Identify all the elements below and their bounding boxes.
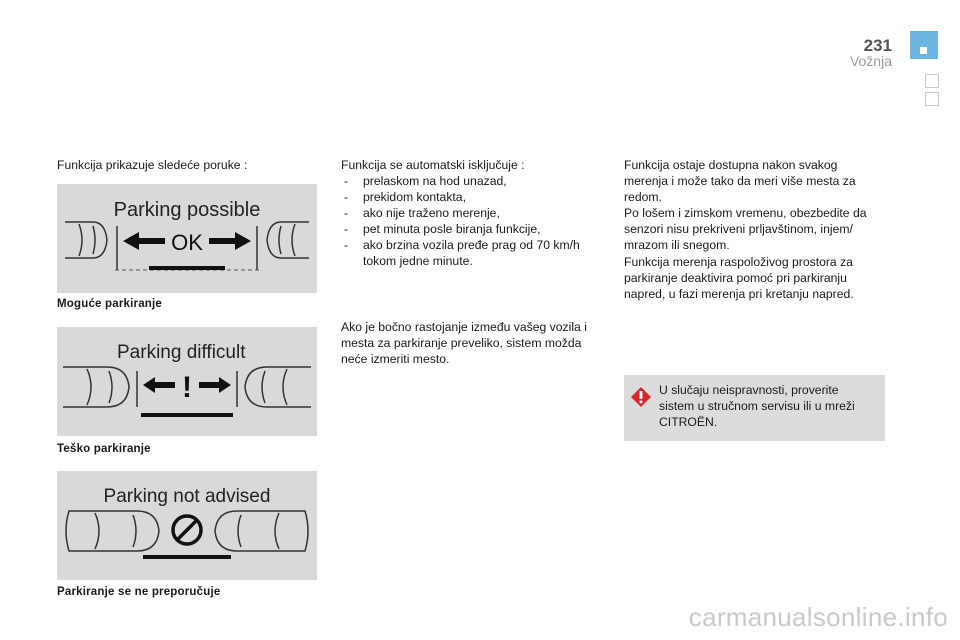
arrow-left-icon [123,232,165,250]
caption-parking-possible: Moguće parkiranje [57,298,163,310]
text-line: parkiranje deaktivira pomoć pri parkiranju [624,270,847,285]
arrow-right-icon [199,377,231,393]
car-left-icon [63,367,129,407]
col2-paragraph: Ako je bočno rastojanje između vašeg vozila i mesta za parkiranje preveliko, sistem možda neće izmeriti mesto. [341,320,587,367]
warning-icon [630,386,652,413]
deactivation-list [341,173,601,270]
car-right-icon [215,511,308,551]
display-center: OK [171,230,203,255]
text-line: napred, u fazi merenja pri kretanju napred. [624,286,854,301]
list-item: - pet minuta posle biranja funkcije, [341,221,601,237]
warning-text [659,382,874,430]
text-line: mrazom ili snegom. [624,238,730,253]
car-right-icon [267,222,309,258]
col2-intro: Funkcija se automatski isključuje : [341,158,525,172]
col3-paragraph [624,157,894,302]
car-right-icon [245,367,311,407]
text-line: merenja i može tako da meri više mesta za [624,174,856,189]
prohibited-icon [173,516,201,544]
text-line: U slučaju neispravnosti, proverite [659,383,839,397]
car-left-icon [66,511,159,551]
text-line: CITROËN. [659,415,718,430]
list-item: - prelaskom na hod unazad, [341,173,601,189]
display-center: ! [182,371,192,404]
section-tab-active [910,31,938,59]
arrow-right-icon [209,232,251,250]
section-title: Vožnja [849,53,892,69]
list-item: - prekidom kontakta, [341,189,601,205]
section-tab-empty [925,92,939,106]
list-item: - ako nije traženo merenje, [341,205,601,221]
display-parking-not-advised [57,471,317,580]
display-text: Parking not advised [103,486,271,507]
display-parking-possible [57,184,317,293]
text-line: Funkcija ostaje dostupna nakon svakog [624,158,838,172]
text-line: redom. [624,190,662,205]
display-text: Parking possible [113,199,261,221]
list-item: - ako brzina vozila pređe prag od 70 km/h tokom jedne minute. [341,237,588,269]
text-line: senzori nisu prekriveni prljavštinom, injem/ [624,222,853,237]
car-left-icon [65,222,107,258]
page-number: 231 [863,36,892,55]
warning-note [624,375,885,441]
section-tab-empty [925,74,939,88]
text-line: Po lošem i zimskom vremenu, obezbedite da [624,206,867,221]
display-text: Parking difficult [117,342,246,363]
caption-parking-not-advised: Parkiranje se ne preporučuje [57,586,221,598]
display-parking-difficult [57,327,317,436]
caption-parking-difficult: Teško parkiranje [57,443,151,455]
arrow-left-icon [143,377,175,393]
text-line: Funkcija merenja raspoloživog prostora za [624,254,853,269]
col1-intro: Funkcija prikazuje sledeće poruke : [57,158,248,172]
watermark: carmanualsonline.info [688,602,948,632]
text-line: sistem u stručnom servisu ili u mreži [659,399,855,414]
